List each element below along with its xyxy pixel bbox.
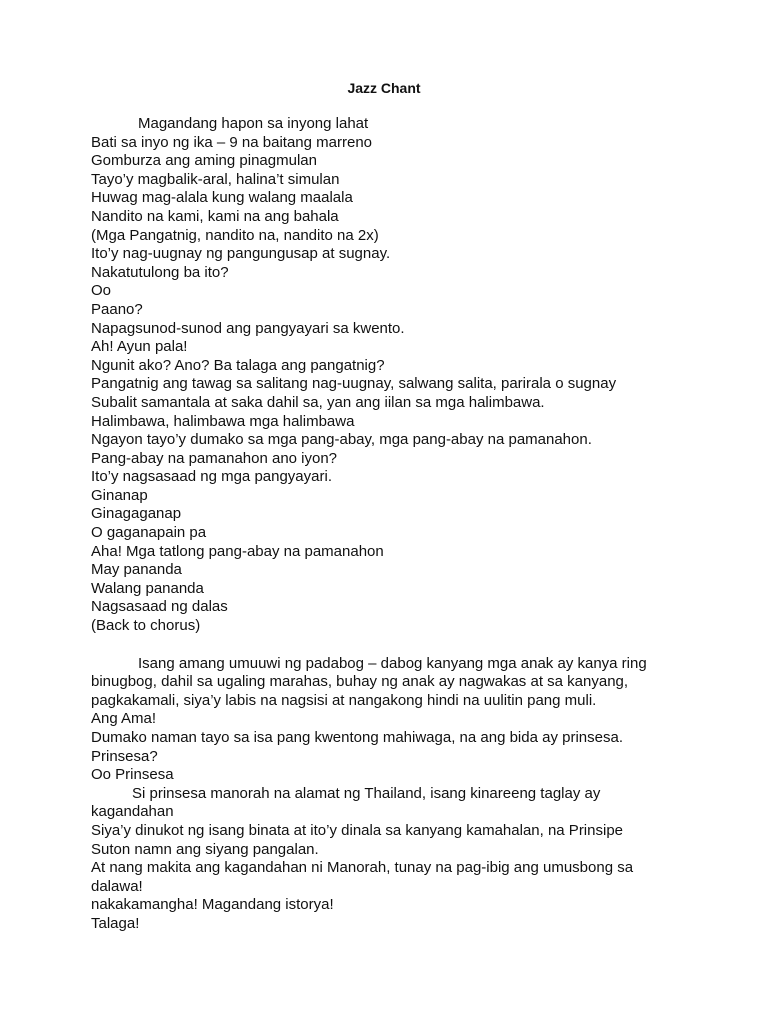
- text-line: nakakamangha! Magandang istorya!: [91, 896, 334, 914]
- text-line: Dumako naman tayo sa isa pang kwentong mahiwaga, na ang bida ay prinsesa.: [91, 729, 623, 746]
- text-line: Ginagaganap: [91, 505, 182, 523]
- text-line: Suton namn ang siyang pangalan.: [91, 840, 319, 858]
- text-line: Paano?: [91, 300, 143, 318]
- text-line: Ginanap: [91, 486, 148, 504]
- text-line: Aha! Mga tatlong pang-abay na pamanahon: [91, 542, 384, 560]
- text-line: Si prinsesa manorah na alamat ng Thailand, isang kinareeng taglay ay: [132, 784, 601, 802]
- text-line: May pananda: [91, 561, 182, 579]
- text-line: Ito’y nagsasaad ng mga pangyayari.: [91, 468, 332, 486]
- document-body: [91, 115, 681, 934]
- text-line: O gaganapain pa: [91, 524, 207, 542]
- text-line: dalawa!: [91, 877, 143, 895]
- document-title: Jazz Chant: [347, 80, 421, 96]
- text-line: Siya’y dinukot ng isang binata at ito’y dinala sa kanyang kamahalan, na Prinsipe: [91, 821, 624, 839]
- text-line: Ngayon tayo’y dumako sa mga pang-abay, mga pang-abay na pamanahon.: [91, 431, 592, 449]
- text-line: Bati sa inyo ng ika – 9 na baitang marreno: [91, 133, 373, 151]
- text-line: pagkakamali, siya’y labis na nagsisi at nangakong hindi na uulitin pang muli.: [91, 691, 597, 709]
- text-line: Nakatutulong ba ito?: [91, 263, 229, 281]
- text-line: Tayo’y magbalik-aral, halina’t simulan: [91, 170, 340, 188]
- paragraph-gap: [91, 636, 681, 655]
- text-line: Gomburza ang aming pinagmulan: [91, 152, 317, 170]
- text-line: Isang amang umuuwi ng padabog – dabog kanyang mga anak ay kanya ring: [138, 654, 647, 672]
- text-line: Ngunit ako? Ano? Ba talaga ang pangatnig?: [91, 356, 385, 374]
- text-line: Ang Ama!: [91, 710, 157, 728]
- text-line: (Back to chorus): [91, 617, 201, 635]
- text-line: Ito’y nag-uugnay ng pangungusap at sugnay.: [91, 245, 391, 263]
- text-line: Prinsesa?: [91, 747, 158, 765]
- text-line: Subalit samantala at saka dahil sa, yan ang iilan sa mga halimbawa.: [91, 393, 545, 411]
- text-line: Nagsasaad ng dalas: [91, 598, 228, 616]
- text-line: Oo Prinsesa: [91, 766, 174, 784]
- text-line: Oo: [91, 282, 112, 300]
- text-line: kagandahan: [91, 803, 174, 821]
- text-line: Pang-abay na pamanahon ano iyon?: [91, 449, 338, 467]
- text-line: Talaga!: [91, 914, 140, 932]
- text-line: (Mga Pangatnig, nandito na, nandito na 2x): [91, 226, 379, 244]
- text-line: Nandito na kami, kami na ang bahala: [91, 207, 339, 225]
- text-line: Halimbawa, halimbawa mga halimbawa: [91, 412, 355, 430]
- text-line: Huwag mag-alala kung walang maalala: [91, 189, 353, 207]
- text-line: Ah! Ayun pala!: [91, 338, 188, 356]
- text-line: Magandang hapon sa inyong lahat: [138, 115, 369, 132]
- text-line: Pangatnig ang tawag sa salitang nag-uugnay, salwang salita, parirala o sugnay: [91, 375, 617, 393]
- text-line: Napagsunod-sunod ang pangyayari sa kwento.: [91, 319, 405, 337]
- text-line: Walang pananda: [91, 579, 204, 597]
- text-line: At nang makita ang kagandahan ni Manorah, tunay na pag-ibig ang umusbong sa: [91, 859, 634, 877]
- text-line: binugbog, dahil sa ugaling marahas, buhay ng anak ay nagwakas at sa kanyang,: [91, 673, 629, 691]
